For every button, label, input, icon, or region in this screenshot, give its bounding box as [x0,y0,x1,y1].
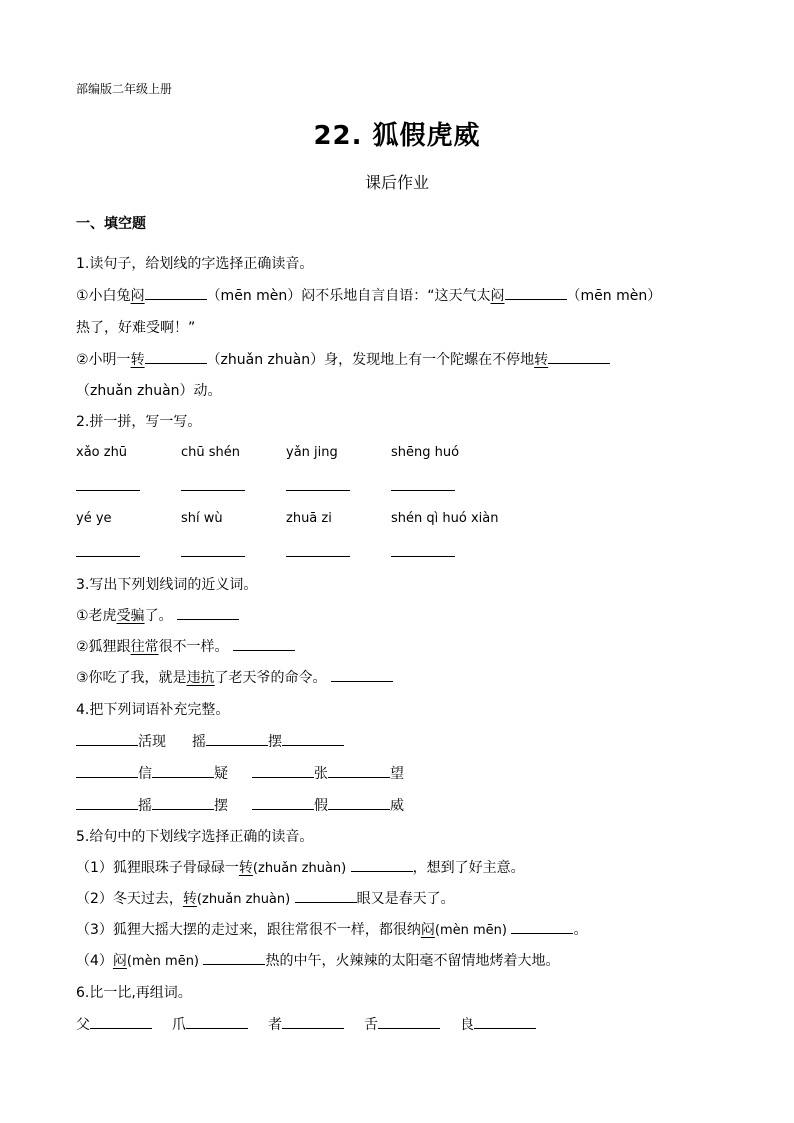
answer-blank[interactable] [252,795,314,810]
answer-blank[interactable] [328,763,390,778]
answer-blank[interactable] [76,556,140,557]
q1-s1-underlined-1: 闷 [130,288,145,304]
q5-i2-text-c: 眼又是春天了。 [356,891,455,907]
q6-char: 者 [268,1017,282,1033]
q6-prompt: 6.比一比,再组词。 [76,985,192,1001]
q1-sentence-1-cont: 热了，好难受啊！” [76,320,196,336]
q1-prompt: 1.读句子，给划线的字选择正确读音。 [76,256,314,272]
answer-blank[interactable] [295,888,357,903]
answer-blank[interactable] [252,763,314,778]
q4-char: 假 [314,798,328,814]
pinyin-item: yé ye [76,511,112,526]
q3-i3-text-b: 了老天爷的命令。 [214,670,327,686]
answer-blank[interactable] [177,605,239,620]
q5-i3-underlined: 闷 [420,922,435,938]
answer-blank[interactable] [331,667,393,682]
q5-i2-text-a: （2）冬天过去， [76,891,183,907]
q1-s1-text-c: （mēn mèn） [566,288,662,304]
answer-blank[interactable] [548,349,610,364]
answer-blank[interactable] [282,1014,344,1029]
pinyin-item: chū shén [181,445,241,460]
q2-prompt: 2.拼一拼，写一写。 [76,414,202,430]
answer-blank[interactable] [76,490,140,491]
page-title: 22. 狐假虎威 [313,121,481,151]
answer-blank[interactable] [282,731,344,746]
q5-i1-underlined: 转 [238,860,253,876]
answer-blank[interactable] [286,490,350,491]
q5-i4-pinyin: (mèn mēn) [126,954,199,969]
q3-i1-text-b: 了。 [144,608,173,624]
q5-i2-pinyin: (zhuǎn zhuàn) [196,892,291,907]
answer-blank[interactable] [511,919,573,934]
answer-blank[interactable] [328,795,390,810]
q4-row-2 [76,763,404,783]
q4-char: 摆 [214,798,228,814]
pinyin-item: xǎo zhū [76,445,128,460]
q3-item-2 [76,636,295,656]
q6-char: 爪 [172,1017,186,1033]
q3-i3-text-a: ③你吃了我，就是 [76,670,187,686]
q5-item-4 [76,950,559,970]
q4-char: 摇 [138,798,152,814]
q5-i3-text-a: （3）狐狸大摇大摆的走过来，跟往常很不一样，都很纳 [76,922,421,938]
q5-item-2 [76,888,455,908]
q6-char: 良 [460,1017,474,1033]
answer-blank[interactable] [145,349,207,364]
q3-i2-text-a: ②狐狸跟 [76,639,131,655]
q3-i2-underlined: 往常 [130,639,159,655]
page-subtitle: 课后作业 [364,173,429,192]
answer-blank[interactable] [145,285,207,300]
q5-i3-text-c: 。 [573,922,588,938]
q1-s2-underlined-1: 转 [130,352,145,368]
q5-i1-pinyin: (zhuǎn zhuàn) [252,861,347,876]
q5-item-1 [76,857,525,877]
q4-char: 摆 [268,734,282,750]
answer-blank[interactable] [186,1014,248,1029]
q5-prompt: 5.给句中的下划线字选择正确的读音。 [76,829,314,845]
q1-s1-text-b: （mēn mèn）闷不乐地自言自语：“这天气太 [206,288,491,304]
grade-header: 部编版二年级上册 [76,82,173,96]
q3-item-3 [76,667,393,687]
q5-i3-pinyin: (mèn mēn) [434,923,507,938]
answer-blank[interactable] [206,731,268,746]
answer-blank[interactable] [474,1014,536,1029]
answer-blank[interactable] [76,731,138,746]
answer-blank[interactable] [351,857,413,872]
q5-i2-underlined: 转 [182,891,197,907]
q3-item-1 [76,605,239,625]
q3-i2-text-b: 很不一样。 [158,639,229,655]
q5-item-3 [76,919,587,939]
section-heading: 一、填空题 [76,216,146,232]
answer-blank[interactable] [152,763,214,778]
q1-s2-underlined-2: 转 [534,352,549,368]
q1-sentence-1 [76,285,661,305]
q1-sentence-2 [76,349,610,369]
answer-blank[interactable] [286,556,350,557]
q5-i4-underlined: 闷 [112,953,127,969]
answer-blank[interactable] [233,636,295,651]
answer-blank[interactable] [90,1014,152,1029]
answer-blank[interactable] [181,556,245,557]
pinyin-item: shí wù [181,511,223,526]
pinyin-item: shēng huó [391,445,460,460]
answer-blank[interactable] [152,795,214,810]
q1-sentence-2-cont: （zhuǎn zhuàn）动。 [76,383,222,399]
q4-prompt: 4.把下列词语补充完整。 [76,702,230,718]
q5-i1-text-a: （1）狐狸眼珠子骨碌碌一 [76,860,239,876]
q1-s1-underlined-2: 闷 [490,288,505,304]
pinyin-item: yǎn jing [286,445,338,460]
answer-blank[interactable] [76,795,138,810]
q1-s1-text-a: ①小白兔 [76,288,131,304]
q1-s2-text-b: （zhuǎn zhuàn）身，发现地上有一个陀螺在不停地 [206,352,535,368]
q4-char: 疑 [214,766,228,782]
q4-row-3 [76,795,404,815]
answer-blank[interactable] [181,490,245,491]
q4-char: 摇 [192,734,206,750]
q4-char: 信 [138,766,152,782]
q1-s2-text-a: ②小明一 [76,352,131,368]
q4-char: 望 [390,766,404,782]
q4-char: 活现 [138,734,166,750]
q3-prompt: 3.写出下列划线词的近义词。 [76,577,258,593]
q5-i1-text-c: ，想到了好主意。 [412,860,525,876]
answer-blank[interactable] [391,556,455,557]
q6-char: 舌 [364,1017,378,1033]
pinyin-item: zhuā zi [286,511,332,526]
q4-row-1 [76,731,344,751]
answer-blank[interactable] [76,763,138,778]
q4-char: 威 [390,798,404,814]
q3-i1-text-a: ①老虎 [76,608,117,624]
pinyin-item: shén qì huó xiàn [391,511,499,526]
answer-blank[interactable] [203,950,265,965]
q3-i1-underlined: 受骗 [116,608,145,624]
q3-i3-underlined: 违抗 [186,670,215,686]
q6-char: 父 [76,1017,90,1033]
q4-char: 张 [314,766,328,782]
q6-row [76,1014,536,1034]
answer-blank[interactable] [378,1014,440,1029]
answer-blank[interactable] [391,490,455,491]
answer-blank[interactable] [505,285,567,300]
q5-i4-text-a: （4） [76,953,113,969]
q5-i4-text-c: 热的中午，火辣辣的太阳毫不留情地烤着大地。 [265,953,560,969]
